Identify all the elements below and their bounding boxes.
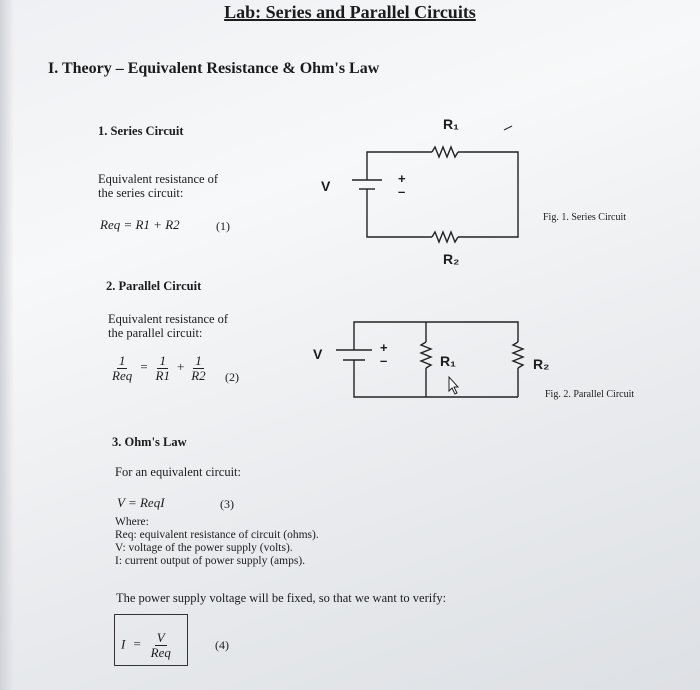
ohms-equation: V = ReqI [117,495,165,510]
parallel-plus-sign: + [380,340,388,355]
parallel-description [108,312,228,340]
series-equation: Req = R1 + R2 [100,217,180,232]
boxed-lhs: I [121,636,126,652]
series-heading: 1. Series Circuit [98,124,184,138]
series-r1-resistor [432,147,458,157]
series-voltage-label: V [321,178,331,194]
mouse-pointer-icon [449,377,458,394]
parallel-desc-line2: the parallel circuit: [108,326,203,340]
series-eq-number: (1) [216,219,230,233]
ohms-where: Where: [115,516,149,528]
page-title: Lab: Series and Parallel Circuits [224,2,476,22]
series-r2-label: R₂ [443,251,460,267]
series-fig-caption: Fig. 1. Series Circuit [543,212,627,223]
ohms-def-v: V: voltage of the power supply (volts). [115,542,293,554]
parallel-equation: $\frac{1}{\text{Req}}$ = $\frac{1}{R1}$ + $\frac{1}{R2}$ [112,353,206,383]
ohms-heading: 3. Ohm's Law [112,435,187,449]
series-minus-sign: – [398,184,406,199]
series-r2-resistor [432,232,458,242]
stray-mark [504,126,512,130]
series-desc-line1: Equivalent resistance of [98,172,219,186]
parallel-eq-term1: $\frac{1}{R1}$ [155,353,170,383]
parallel-minus-sign: – [380,353,388,368]
parallel-circuit [336,322,523,397]
section-heading: I. Theory – Equivalent Resistance & Ohm's Law [48,60,380,77]
boxed-fraction: $\frac{V}{\text{Req}}$ [150,630,171,660]
parallel-r2-label: R₂ [533,356,550,372]
parallel-r1-resistor [421,342,431,368]
parallel-r2-resistor [513,342,523,368]
boxed-eq-number: (4) [215,638,229,652]
parallel-desc-line1: Equivalent resistance of [108,312,229,326]
ohms-intro: For an equivalent circuit: [115,465,242,479]
parallel-voltage-label: V [313,346,323,362]
series-desc-line2: the series circuit: [98,186,184,200]
ohms-def-req: Req: equivalent resistance of circuit (ohms). [115,529,319,541]
ohms-definitions [115,516,319,568]
ohms-verify-text: The power supply voltage will be fixed, so that we want to verify: [116,591,447,605]
series-circuit [352,147,518,242]
parallel-fig-caption: Fig. 2. Parallel Circuit [545,389,635,400]
ohms-def-i: I: current output of power supply (amps). [115,555,306,567]
parallel-eq-term2: $\frac{1}{R2}$ [191,353,206,383]
boxed-equation: I = $\frac{V}{\text{Req}}$ [114,614,188,666]
ohms-eq-number: (3) [220,497,234,511]
parallel-eq-number: (2) [225,370,239,384]
series-plus-sign: + [398,171,406,186]
parallel-eq-lhs: $\frac{1}{\text{Req}}$ [112,353,133,383]
series-r1-label: R₁ [443,116,459,132]
parallel-heading: 2. Parallel Circuit [106,279,202,293]
parallel-r1-label: R₁ [440,353,456,369]
